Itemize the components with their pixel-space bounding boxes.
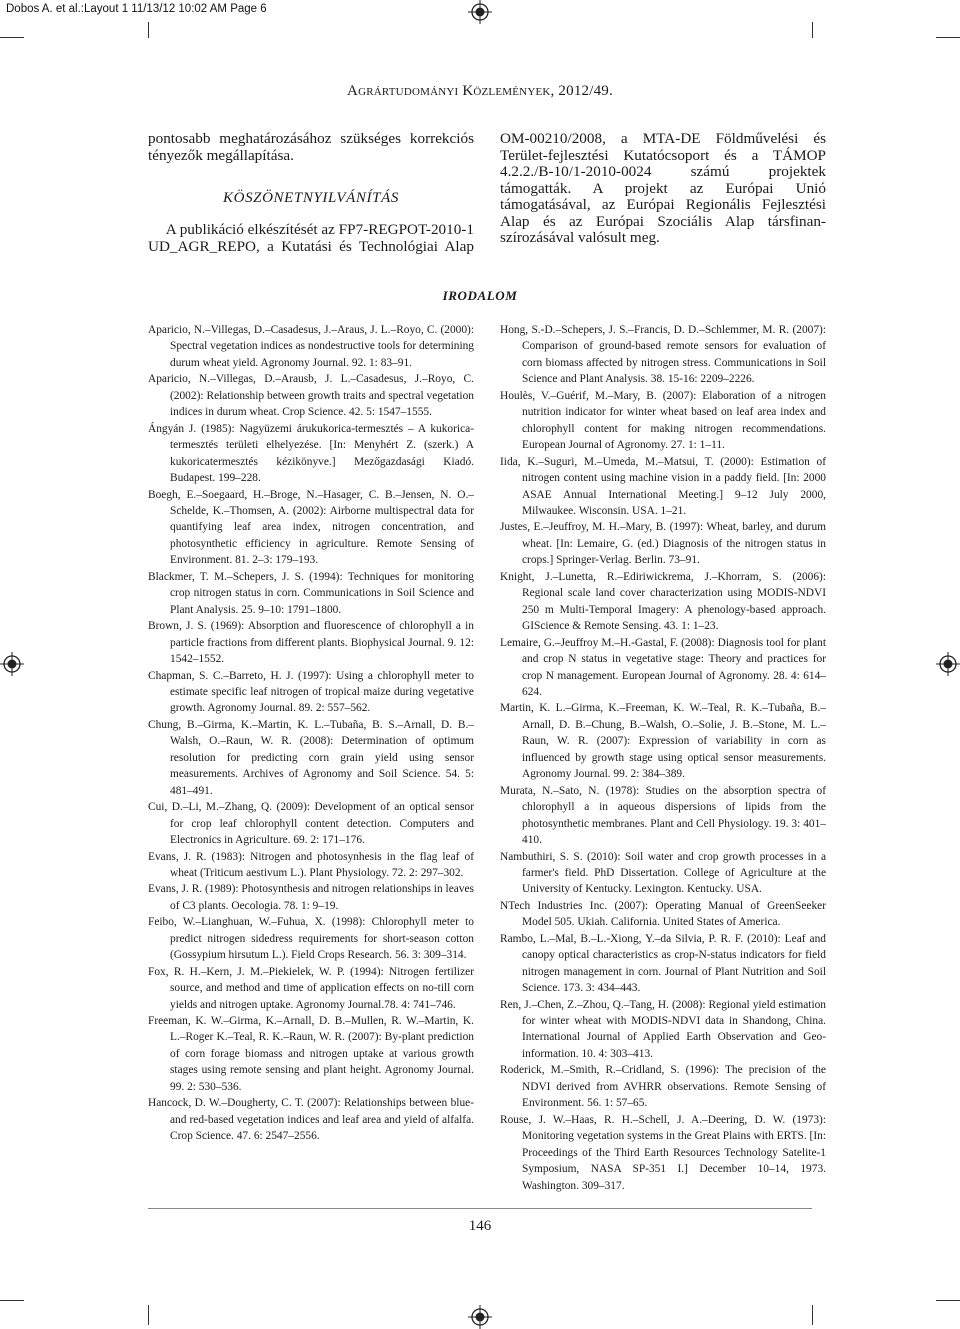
crop-mark [936, 1300, 960, 1301]
reference-entry: Aparicio, N.–Villegas, D.–Casadesus, J.–Araus, J. L.–Royo, C. (2000): Spectral vegetation indices as nondestructive tools for determining durum wheat yield. Agronomy Journal. 92. 1: 83–91. [148, 324, 474, 369]
journal-name: Agrártudományi Közlemények [347, 83, 551, 99]
reference-entry: Rambo, L.–Mal, B.–L.-Xiong, Y.–da Silvia, P. R. F. (2010): Leaf and canopy optical characteristics as crop-N-status indicators for field nitrogen management in corn. Journal of Plant Nutrition and Soil Science. 173. 3: 434–443. [500, 932, 826, 995]
reference-entry: Fox, R. H.–Kern, J. M.–Piekielek, W. P. (1994): Nitrogen fertilizer source, and method and time of application effects on no-till corn yields and nitrogen uptake. Agronomy Journal.78. 4: 741–746. [148, 965, 474, 1011]
reference-entry: Murata, N.–Sato, N. (1978): Studies on the absorption spectra of chlorophyll a in aqueous dispersions of lipids from the photosynthetic membranes. Plant and Cell Physiology. 19. 3: 401–410. [500, 784, 826, 847]
reference-entry: Martin, K. L.–Girma, K.–Freeman, K. W.–Teal, R. K.–Tubaña, B.–Arnall, D. B.–Chung, B.–Walsh, O.–Solie, J. B.–Stone, M. L.–Raun, W. R. (2007): Expression of variability in corn as influenced by growth stage using optical sensor measurements. Agronomy Journal. 99. 2: 384–389. [500, 702, 826, 781]
reference-entry: Ángyán J. (1985): Nagyüzemi árukukorica-termesztés – A kukorica-termesztés területi elhelyezése. [In: Menyhért Z. (szerk.) A kukoricatermesztés kézikönyve.] Mezőgazdasági Kiadó. Budapest. 199–228. [148, 422, 474, 485]
reference-entry: Rouse, J. W.–Haas, R. H.–Schell, J. A.–Deering, D. W. (1973): Monitoring vegetation systems in the Great Plains with ERTS. [In: Proceedings of the Third Earth Resources Technology Satelite-1 Symposium, NASA SP-351 I.] December 10–14, 1973. Washington. 309–317. [500, 1113, 826, 1192]
reference-entry: Hong, S.-D.–Schepers, J. S.–Francis, D. D.–Schlemmer, M. R. (2007): Comparison of ground-based remote sensors for evaluation of corn biomass affected by nitrogen stress. Communications in Soil Science and Plant Analysis. 38. 15-16: 2209–2226. [500, 324, 826, 386]
crop-mark [812, 22, 813, 38]
registration-mark-icon [936, 652, 960, 676]
crop-mark [148, 22, 149, 38]
reference-entry: Aparicio, N.–Villegas, D.–Arausb, J. L.–Casadesus, J.–Royo, C. (2002): Relationship between growth traits and spectral vegetation indices in durum wheat. Crop Science. 42. 5: 1547–1555. [148, 373, 474, 419]
footer-rule [148, 1208, 812, 1209]
closing-paragraph: pontosabb meghatározásához szükséges korrekciós tényezők megállapítása. [148, 130, 474, 164]
printer-slug: Dobos A. et al.:Layout 1 11/13/12 10:02 AM Page 6 [6, 3, 267, 15]
reference-entry: Blackmer, T. M.–Schepers, J. S. (1994): Techniques for monitoring crop nitrogen status in corn. Communications in Soil Science and Plant Analysis. 25. 9–10: 1791–1800. [148, 570, 474, 616]
registration-mark-icon [468, 1305, 492, 1329]
reference-entry: Nambuthiri, S. S. (2010): Soil water and crop growth processes in a farmer's field. PhD Dissertation. College of Agriculture at the University of Kentucky. Lexington. Kentucky. USA. [500, 850, 826, 896]
registration-mark-icon [468, 0, 492, 24]
acknowledgement-continuation: OM-00210/2008, a MTA-DE Földművelési és Terület-fejlesztési Kutatócsoport és a TÁMOP 4.2.2./B-10/1-2010-0024 számú projektek támogatták. A projekt az Európai Unió támogatásával, az Európai Regionális Fejlesztési Alap és az Európai Szociális Alap társfinan-szírozásával valósult meg. [500, 130, 826, 246]
reference-entry: Hancock, D. W.–Dougherty, C. T. (2007): Relationships between blue- and red-based vegetation indices and leaf area and yield of alfalfa. Crop Science. 47. 6: 2547–2556. [148, 1097, 474, 1143]
right-intro-column [500, 131, 826, 247]
reference-entry: Freeman, K. W.–Girma, K.–Arnall, D. B.–Mullen, R. W.–Martin, K. L.–Roger K.–Teal, R. K.–Raun, W. R. (2007): By-plant prediction of corn forage biomass and nitrogen uptake at various growth stages using remote sensing and plant height. Agronomy Journal. 99. 2: 530–536. [148, 1015, 474, 1093]
journal-issue: , 2012/49. [550, 83, 613, 99]
reference-entry: Ren, J.–Chen, Z.–Zhou, Q.–Tang, H. (2008): Regional yield estimation for winter wheat with MODIS-NDVI data in Shandong, China. International Journal of Applied Earth Observation and Geo-information. 10. 4: 303–413. [500, 998, 826, 1060]
registration-mark-icon [0, 652, 24, 676]
references-title: IRODALOM [442, 288, 518, 303]
reference-entry: Evans, J. R. (1989): Photosynthesis and nitrogen relationships in leaves of C3 plants. Oecologia. 78. 1: 9–19. [148, 883, 474, 912]
crop-mark [812, 1305, 813, 1325]
running-header [0, 83, 960, 100]
reference-entry: Chapman, S. C.–Barreto, H. J. (1997): Using a chlorophyll meter to estimate specific leaf nitrogen of tropical maize during vegetative growth. Agronomy Journal. 89. 2: 557–562. [148, 669, 474, 715]
reference-entry: Boegh, E.–Soegaard, H.–Broge, N.–Hasager, C. B.–Jensen, N. O.–Schelde, K.–Thomsen, A. (2002): Airborne multispectral data for quantifying leaf area index, nitrogen concentration, and photosynthetic efficiency in agriculture. Remote Sensing of Environment. 81. 2–3: 179–193. [148, 488, 474, 567]
left-intro-column [148, 131, 474, 255]
reference-entry: Houlès, V.–Guérif, M.–Mary, B. (2007): Elaboration of a nitrogen nutrition indicator for winter wheat based on leaf area index and chlorophyll content for making nitrogen recommendations. European Journal of Agronomy. 27. 1: 1–11. [500, 389, 826, 452]
reference-entry: Evans, J. R. (1983): Nitrogen and photosynhesis in the flag leaf of wheat (Triticum aestivum L.). Plant Physiology. 72. 2: 297–302. [148, 850, 474, 879]
reference-entry: Feibo, W.–Lianghuan, W.–Fuhua, X. (1998): Chlorophyll meter to predict nitrogen sidedress requirements for short-season cotton (Gossypium hirsutum L.). Field Crops Research. 56. 3: 309–314. [148, 916, 474, 962]
reference-entry: Cui, D.–Li, M.–Zhang, Q. (2009): Development of an optical sensor for crop leaf chlorophyll content detection. Computers and Electronics in Agriculture. 69. 2: 171–176. [148, 801, 474, 847]
crop-mark [148, 1305, 149, 1325]
acknowledgement-line: UD_AGR_REPO, a Kutatási és Technológiai Alap [148, 237, 474, 255]
reference-entry: Iida, K.–Suguri, M.–Umeda, M.–Matsui, T. (2000): Estimation of nitrogen content using machine vision in a paddy field. [In: 2000 ASAE Annual International Meeting.] 9–12 July 2000, Milwaukee. Wisconsin. USA. 1–21. [500, 455, 826, 517]
reference-entry: Lemaire, G.–Jeuffroy M.–H.-Gastal, F. (2008): Diagnosis tool for plant and crop N status in vegetative stage: Theory and practices for crop N management. European Journal of Agronomy. 28. 4: 614–624. [500, 636, 826, 698]
acknowledgement-line: A publikáció elkészítését az FP7-REGPOT-2010-1 [165, 221, 474, 238]
reference-entry: NTech Industries Inc. (2007): Operating Manual of GreenSeeker Model 505. Ukiah. California. United States of America. [500, 899, 826, 929]
references-right-column [500, 322, 826, 1194]
crop-mark [0, 1300, 24, 1301]
reference-entry: Justes, E.–Jeuffroy, M. H.–Mary, B. (1997): Wheat, barley, and durum wheat. [In: Lemaire, G. (ed.) Diagnosis of the nitrogen status in crops.] Springer-Verlag. Berlin. 73–91. [500, 521, 826, 567]
reference-entry: Chung, B.–Girma, K.–Martin, K. L.–Tubaña, B. S.–Arnall, D. B.–Walsh, O.–Raun, W. R. (2008): Determination of optimum resolution for predicting corn grain yield using sensor measurements. Archives of Agronomy and Soil Science. 54. 5: 481–491. [148, 718, 474, 797]
references-left-column [148, 322, 474, 1145]
crop-mark [936, 37, 960, 38]
crop-mark [0, 37, 24, 38]
reference-entry: Roderick, M.–Smith, R.–Cridland, S. (1996): The precision of the NDVI derived from AVHRR observations. Remote Sensing of Environment. 56. 1: 57–65. [500, 1064, 826, 1110]
reference-entry: Knight, J.–Lunetta, R.–Ediriwickrema, J.–Khorram, S. (2006): Regional scale land cover characterization using MODIS-NDVI 250 m Multi-Temporal Imagery: A phenology-based approach. GIScience & Remote Sensing. 43. 1: 1–23. [500, 570, 826, 633]
reference-entry: Brown, J. S. (1969): Absorption and fluorescence of chlorophyll a in particle fractions from different plants. Biophysical Journal. 9. 12: 1542–1552. [148, 620, 474, 666]
page-number: 146 [468, 1218, 492, 1234]
acknowledgement-heading: KÖSZÖNETNYILVÁNÍTÁS [223, 190, 399, 206]
